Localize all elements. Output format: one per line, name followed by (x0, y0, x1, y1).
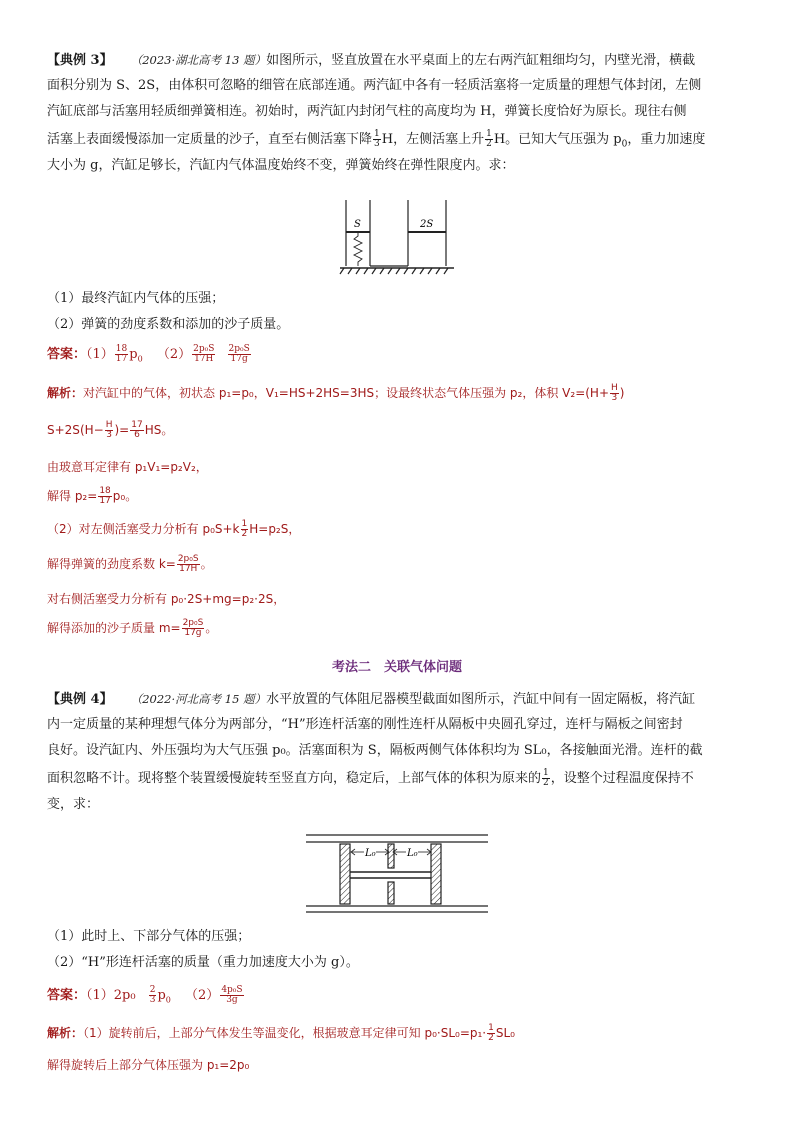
section-heading: 考法二 关联气体问题 (331, 660, 462, 675)
example3-line1 (47, 51, 695, 70)
figure-label-L0-right: L₀ (407, 848, 418, 859)
example4-line3: 良好。设汽缸内、外压强均为大气压强 p₀。活塞面积为 S，隔板两侧气体体积均为 SL₀，各接触面光滑。连杆的截 (47, 743, 703, 758)
example4-solution-line2: 解得旋转后上部分气体压强为 p₁=2p₀ (47, 1058, 250, 1072)
example3-line2: 面积分别为 S、2S，由体积可忽略的细管在底部连通。两汽缸中各有一轻质活塞将一定质量的理想气体封闭，左侧 (47, 78, 702, 93)
example4-answer: 答案：（1）2p₀ $\frac{2}{3}$ $p_0$ （2） $\frac{\text{4p₀S}}{3g}$ (47, 985, 243, 1005)
example3-solution-line4: 解得 p₂= $\frac{18}{17}$ p₀。 (47, 486, 138, 506)
example3-answer: 答案：（1） $\frac{18}{17}$ $p_0$ （2） $\frac{\text{2p₀S}}{17H}$ $\frac{\text{2p₀S}}{17g}$ (47, 344, 250, 364)
example4-line1: 【典例 4】 （2022·河北高考 15 题）水平放置的气体阻尼器模型截面如图所示，汽缸中间有一固定隔板，将汽缸 (47, 692, 696, 707)
example4-line4: 面积忽略不计。现将整个装置缓慢旋转至竖直方向，稳定后，上部气体的体积为原来的 $\frac{1}{2}$ ，设整个过程温度保持不 (47, 768, 694, 788)
example3-solution-line7: 对右侧活塞受力分析有 p₀·2S+mg=p₂·2S， (47, 592, 286, 606)
example3-line5: 大小为 g，汽缸足够长，汽缸内气体温度始终不变，弹簧始终在弹性限度内。求： (47, 158, 515, 173)
example4-tag: 【典例 4】 (47, 692, 113, 707)
example3-solution-line6: 解得弹簧的劲度系数 k= $\frac{\text{2p₀S}}{17H}$ 。 (47, 554, 213, 574)
example3-question1: （1）最终汽缸内气体的压强； (47, 291, 225, 306)
example3-question2: （2）弹簧的劲度系数和添加的沙子质量。 (47, 317, 290, 332)
example3-source: （2023·湖北高考 13 题） (130, 53, 267, 67)
example3-solution-line2: S+2S(H− $\frac{H}{3}$ )= $\frac{17}{6}$ HS。 (47, 420, 174, 440)
example3-figure (336, 196, 460, 276)
example4-solution-line1: 解析：（1）旋转前后，上部分气体发生等温变化，根据玻意耳定律可知 p₀·SL₀=p₁· $\frac{1}{2}$ SL₀ (47, 1023, 515, 1043)
example4-question1: （1）此时上、下部分气体的压强； (47, 929, 251, 944)
example4-figure (302, 832, 492, 916)
figure-label-L0-left: L₀ (365, 848, 376, 859)
example4-source: （2022·河北高考 15 题） (130, 692, 267, 706)
example3-line4: 活塞上表面缓慢添加一定质量的沙子，直至右侧活塞下降 $\frac{1}{3}$ H，左侧活塞上升 $\frac{1}{2}$ H。已知大气压强为 $p_0$，重力加速度 (47, 129, 706, 150)
example3-text-1: 如图所示，竖直放置在水平桌面上的左右两汽缸粗细均匀，内壁光滑，横截 (266, 53, 696, 68)
figure-label-S: S (354, 219, 361, 230)
example3-solution-line8: 解得添加的沙子质量 m= $\frac{\text{2p₀S}}{17g}$ 。 (47, 618, 218, 638)
example3-line3: 汽缸底部与活塞用轻质细弹簧相连。初始时，两汽缸内封闭气柱的高度均为 H，弹簧长度恰好为原长。现往右侧 (47, 104, 687, 119)
example3-solution-line1: 解析：对汽缸中的气体，初状态 p₁=p₀，V₁=HS+2HS=3HS；设最终状态气体压强为 p₂，体积 V₂=(H+ $\frac{H}{3}$ ) (47, 383, 625, 403)
example3-solution-line5: （2）对左侧活塞受力分析有 p₀S+k $\frac{1}{2}$ H=p₂S， (47, 519, 301, 539)
example3-solution-line3: 由玻意耳定律有 p₁V₁=p₂V₂， (47, 460, 208, 474)
example4-line2: 内一定质量的某种理想气体分为两部分，“H”形连杆活塞的刚性连杆从隔板中央圆孔穿过，连杆与隔板之间密封 (47, 717, 683, 732)
example4-question2: （2）“H”形连杆活塞的质量（重力加速度大小为 g）。 (47, 955, 359, 970)
example3-tag: 【典例 3】 (47, 53, 113, 68)
figure-label-2S: 2S (420, 219, 434, 230)
example4-line5: 变，求： (47, 797, 100, 812)
